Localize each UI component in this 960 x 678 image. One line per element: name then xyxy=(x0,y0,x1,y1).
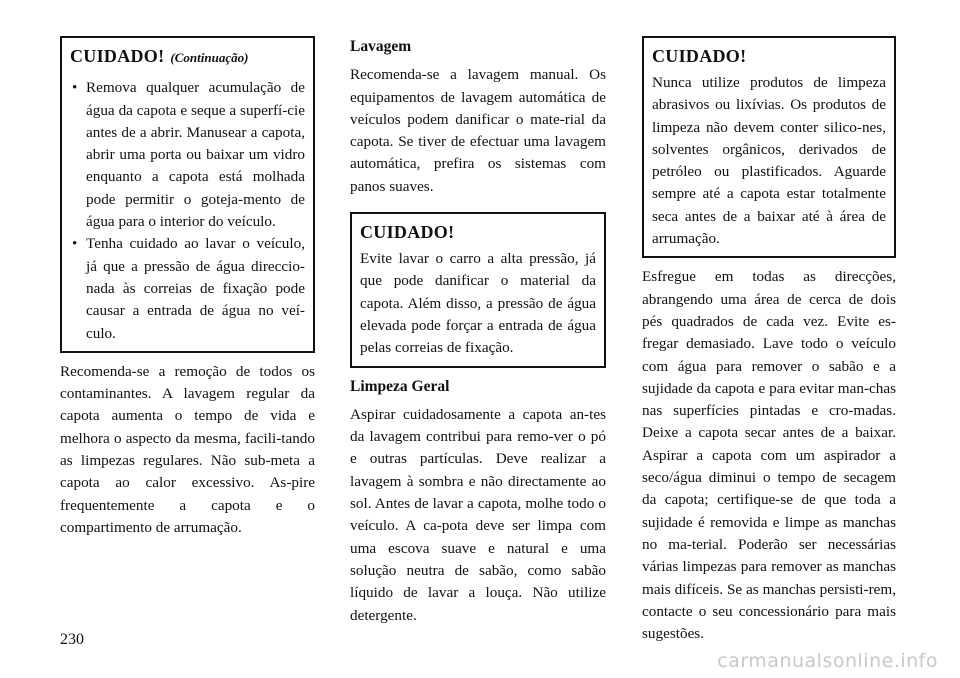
caution-box xyxy=(350,212,606,367)
column-right xyxy=(642,36,896,645)
caution-title: CUIDADO! xyxy=(652,46,747,66)
caution-text: Evite lavar o carro a alta pressão, já que pode danificar o material da capota. Além disso, a pressão de água elevada pode forçar a entrada de água pelas correias de fixação. xyxy=(360,250,596,357)
column-left xyxy=(60,36,315,539)
caution-subtitle: (Continuação) xyxy=(170,50,249,65)
body-paragraph: Recomenda-se a lavagem manual. Os equipamentos de lavagem automática de veículos podem danificar o mate-rial da capota. Se tiver de efectuar uma lavagem automática, prefira os sistemas com panos suaves. xyxy=(350,66,606,195)
caution-title: CUIDADO! xyxy=(70,46,165,66)
caution-text: Nunca utilize produtos de limpeza abrasivos ou lixívias. Os produtos de limpeza não devem conter silico-nes, solventes orgânicos, derivados de petróleo ou plastificados. Aguarde sempre até a capota estar totalmente seca antes de a baixar até à área de arrumação. xyxy=(652,74,886,248)
body-paragraph: Esfregue em todas as direcções, abrangendo uma área de cerca de dois pés quadrados de cada vez. Evite es-fregar demasiado. Lave todo o veículo com água para remover o sabão e a sujidade da capota e para evitar man-chas nas superfícies pintadas e cro-madas. Deixe a capota secar antes de a baixar. Aspirar a capota com um aspirador a seco/água diminui o tempo de secagem da capota; certifique-se de que toda a sujidade é removida e limpe as manchas no ma-terial. Poderão ser necessárias várias limpezas para remover as manchas mais difíceis. Se as manchas persisti-rem, contacte o seu concessionário para mais sugestões. xyxy=(642,268,896,643)
caution-list xyxy=(70,77,305,345)
caution-list-item: • Remova qualquer acumulação de água da capota e seque a superfí-cie antes de a abrir. Manusear a capota, abrir uma porta ou baixar um vidro enquanto a capota está molhada pode permitir o goteja-mento de água para o interior do veículo. xyxy=(70,77,305,233)
section-heading-general-cleaning: Limpeza Geral xyxy=(350,377,450,395)
page-number: 230 xyxy=(60,631,84,648)
caution-box-header xyxy=(70,44,305,69)
caution-title: CUIDADO! xyxy=(360,222,455,243)
body-paragraph: Aspirar cuidadosamente a capota an-tes da lavagem contribui para remo-ver o pó e outras partículas. Deve realizar a lavagem à sombra e não directamente ao sol. Antes de lavar a capota, molhe todo o veículo. A ca-pota deve ser limpa com uma escova suave e natural e uma solução neutra de sabão, como sabão líquido de lavar a louça. Não utilize detergente. xyxy=(350,405,606,624)
section-heading-washing: Lavagem xyxy=(350,38,412,55)
column-middle xyxy=(350,36,606,627)
body-paragraph: Recomenda-se a remoção de todos os contaminantes. A lavagem regular da capota aumenta o tempo de vida e melhora o aspecto da mesma, facili-tando as limpezas regulares. Não sub-meta a capota ao calor excessivo. As-pire frequentemente a capota e o compartimento de arrumação. xyxy=(60,362,315,536)
caution-box-continued xyxy=(60,36,315,353)
caution-list-item: • Tenha cuidado ao lavar o veículo, já que a pressão de água direccio-nada às correias de fixação pode causar a entrada de água no veí-culo. xyxy=(70,233,305,344)
watermark: carmanualsonline.info xyxy=(717,650,938,672)
caution-box xyxy=(642,36,896,258)
